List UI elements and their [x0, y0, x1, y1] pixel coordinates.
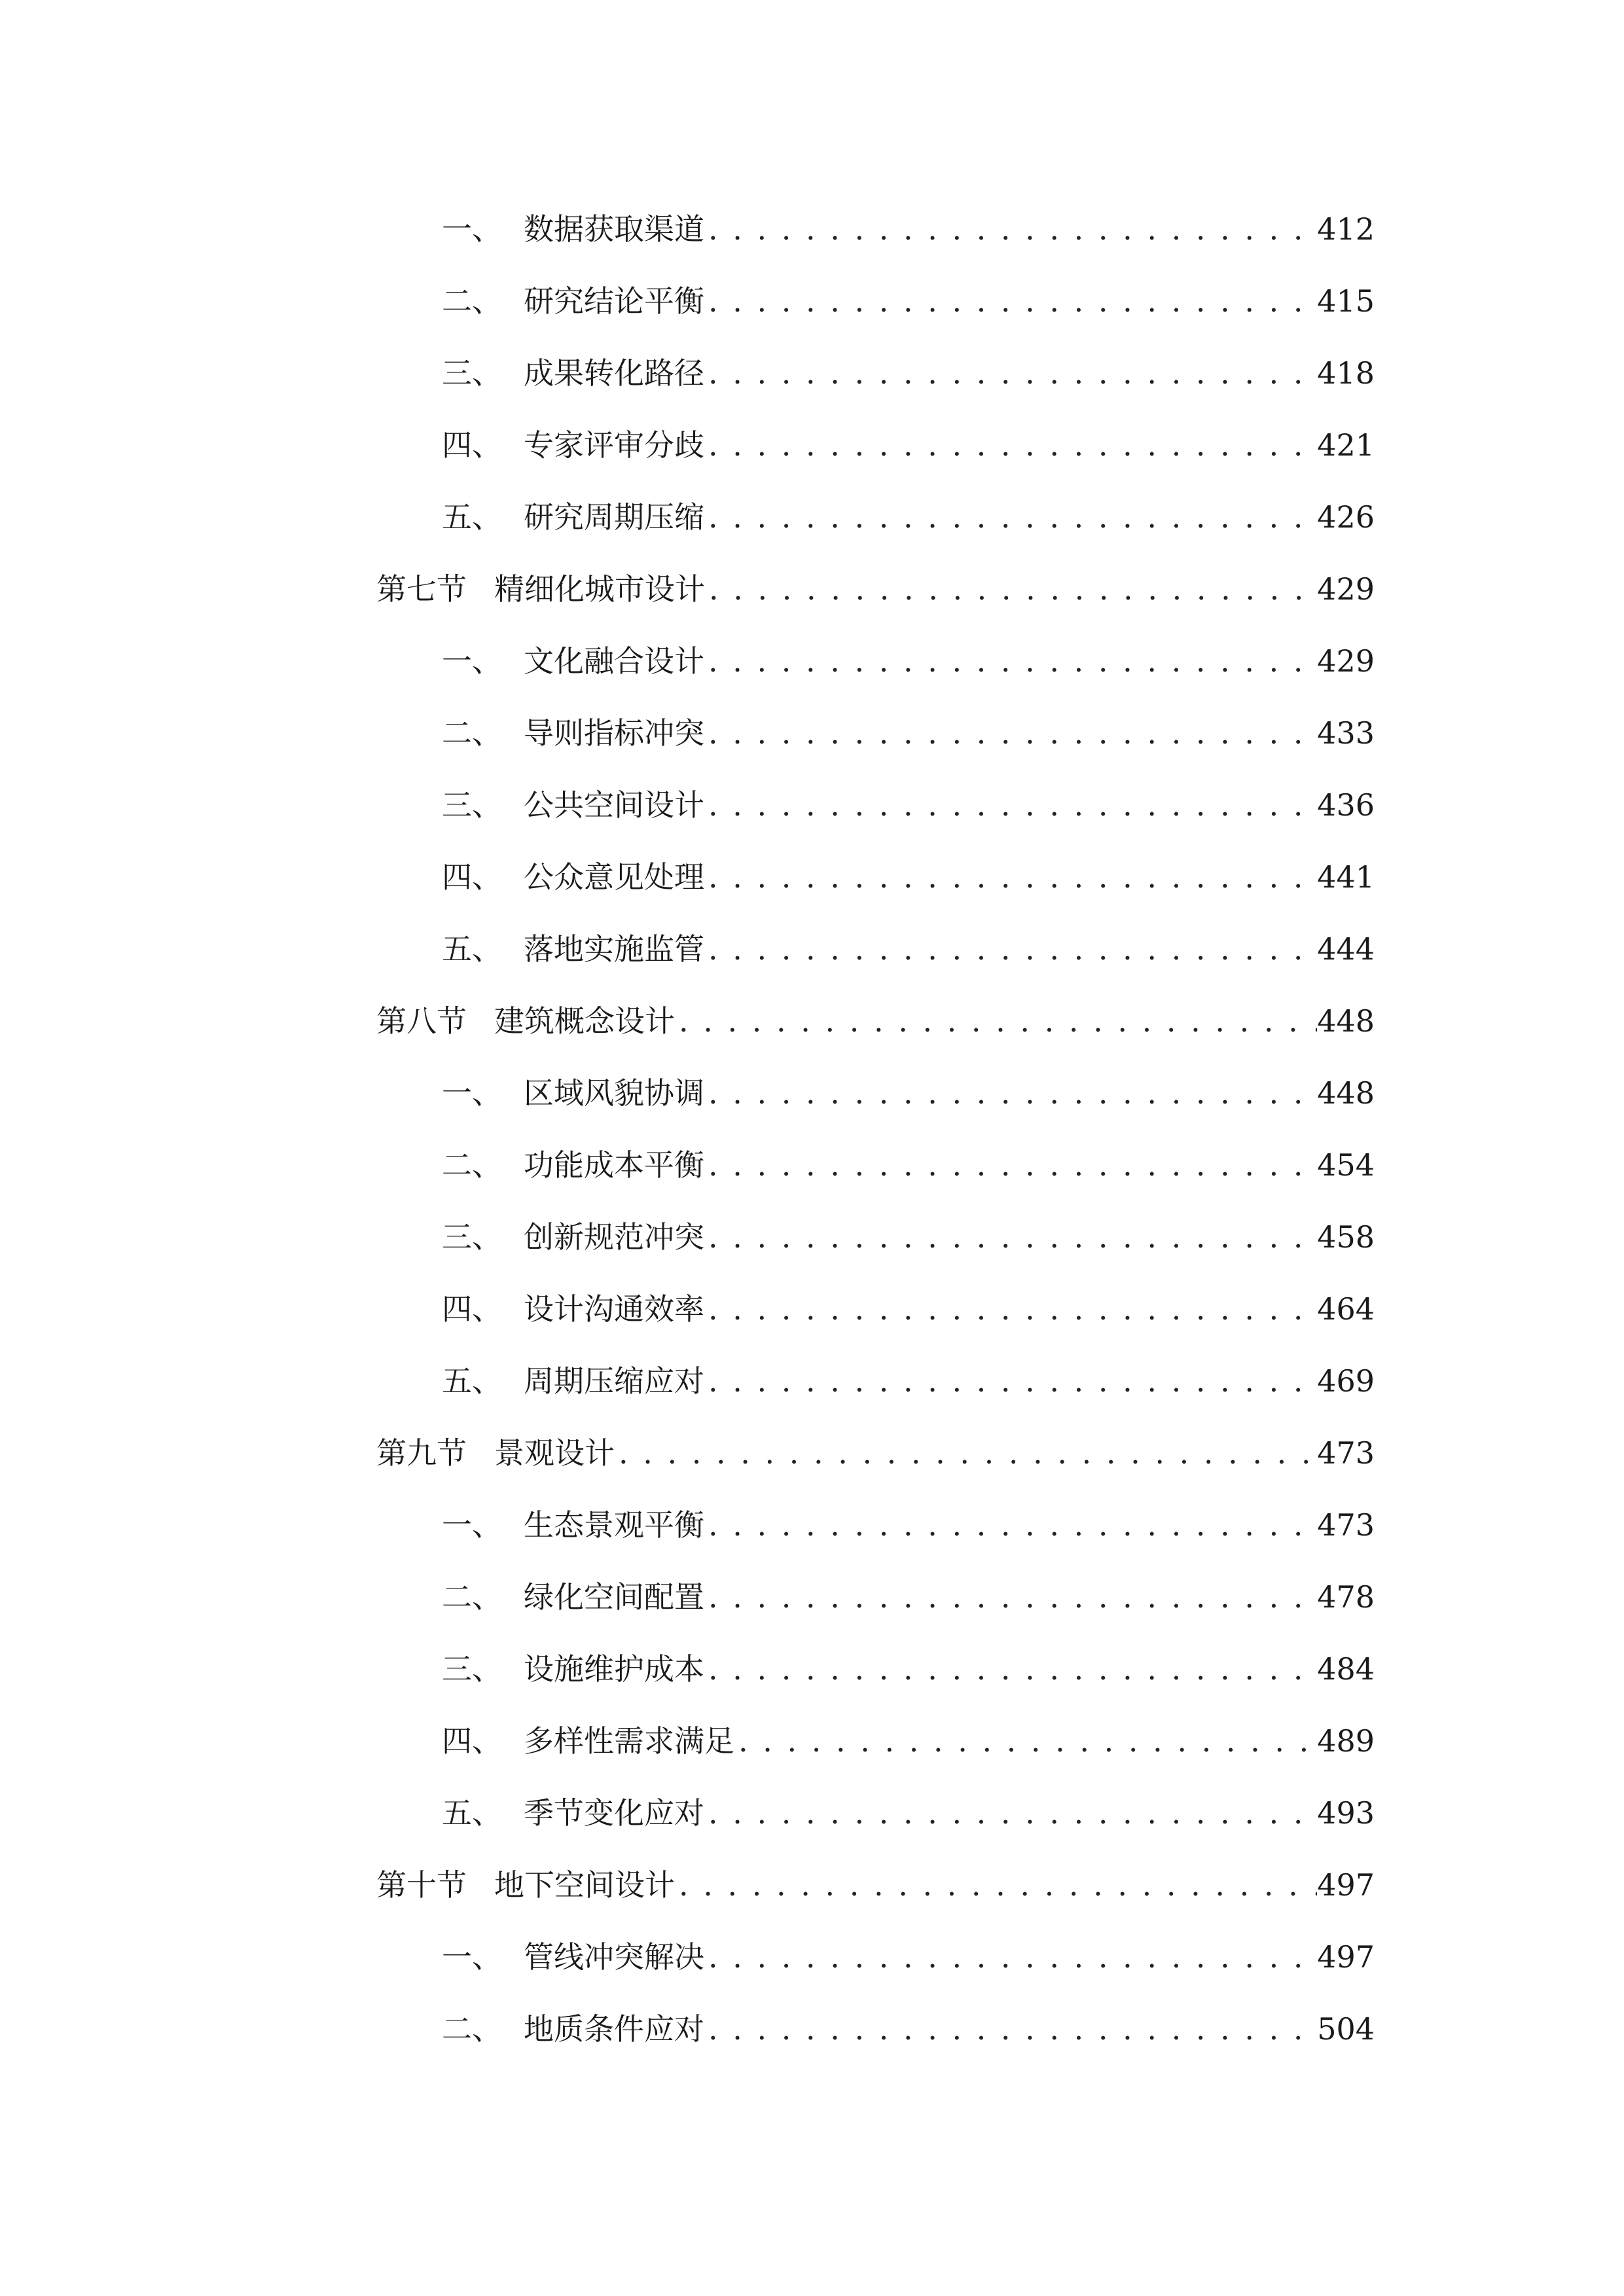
dot-leader [615, 1427, 1317, 1479]
toc-entry[interactable] [442, 1499, 1375, 1551]
toc-entry[interactable] [442, 2003, 1375, 2055]
toc-section-heading[interactable] [376, 1859, 1375, 1911]
toc-entry-number: 三、 [442, 1219, 502, 1255]
toc-entry-number: 三、 [442, 355, 502, 391]
toc-entry-page: 504 [1317, 2011, 1375, 2047]
toc-entry-title: 研究结论平衡 [524, 283, 704, 319]
dot-leader [704, 707, 1317, 759]
dot-leader [704, 1643, 1317, 1695]
dot-leader [704, 1283, 1317, 1335]
toc-entry-number: 二、 [442, 2011, 502, 2047]
toc-entry-page: 426 [1317, 499, 1375, 535]
toc-entry[interactable] [442, 635, 1375, 687]
toc-entry-number: 一、 [442, 643, 502, 679]
toc-entry-page: 448 [1317, 1075, 1375, 1111]
toc-entry[interactable] [442, 1283, 1375, 1335]
toc-entry-title: 公共空间设计 [524, 787, 704, 823]
toc-entry-number: 二、 [442, 715, 502, 751]
dot-leader [704, 923, 1317, 975]
toc-entry-title: 地质条件应对 [524, 2011, 704, 2047]
dot-leader [675, 1859, 1317, 1911]
toc-entry-title: 导则指标冲突 [524, 715, 704, 751]
dot-leader [704, 1931, 1317, 1983]
toc-entry-number: 二、 [442, 1579, 502, 1615]
toc-entry-number: 一、 [442, 1939, 502, 1975]
toc-entry-number: 一、 [442, 1075, 502, 1111]
toc-entry-title: 周期压缩应对 [524, 1363, 704, 1399]
dot-leader [704, 275, 1317, 327]
toc-entry[interactable] [442, 1715, 1375, 1767]
toc-entry-page: 489 [1317, 1723, 1375, 1759]
toc-entry-page: 497 [1317, 1939, 1375, 1975]
toc-entry-number: 三、 [442, 1651, 502, 1687]
toc-entry-number: 五、 [442, 1363, 502, 1399]
toc-entry-title: 绿化空间配置 [524, 1579, 704, 1615]
toc-entry-title: 公众意见处理 [524, 859, 704, 895]
toc-entry-number: 五、 [442, 499, 502, 535]
toc-entry-page: 429 [1317, 643, 1375, 679]
dot-leader [704, 1067, 1317, 1119]
toc-entry-page: 436 [1317, 787, 1375, 823]
dot-leader [704, 419, 1317, 471]
toc-entry-title: 设计沟通效率 [524, 1291, 704, 1327]
dot-leader [704, 2003, 1317, 2055]
toc-section-title: 地下空间设计 [494, 1867, 675, 1903]
toc-entry-number: 四、 [442, 859, 502, 895]
toc-entry-page: 448 [1317, 1003, 1375, 1039]
toc-entry-page: 458 [1317, 1219, 1375, 1255]
toc-section-title: 建筑概念设计 [494, 1003, 675, 1039]
toc-entry-page: 444 [1317, 931, 1375, 967]
toc-entry[interactable] [442, 1643, 1375, 1695]
toc-section-number: 第九节 [376, 1435, 467, 1471]
toc-section-title: 精细化城市设计 [494, 571, 705, 607]
toc-entry[interactable] [442, 1571, 1375, 1623]
toc-entry-title: 数据获取渠道 [524, 211, 704, 247]
toc-entry-number: 三、 [442, 787, 502, 823]
toc-entry[interactable] [442, 275, 1375, 327]
toc-entry[interactable] [442, 1355, 1375, 1407]
toc-section-heading[interactable] [376, 1427, 1375, 1479]
toc-entry[interactable] [442, 779, 1375, 831]
toc-section-heading[interactable] [376, 563, 1375, 615]
dot-leader [704, 1139, 1317, 1191]
toc-entry-page: 473 [1317, 1435, 1375, 1471]
toc-entry-title: 季节变化应对 [524, 1795, 704, 1831]
toc-entry[interactable] [442, 419, 1375, 471]
toc-section-number: 第十节 [376, 1867, 467, 1903]
toc-entry[interactable] [442, 1139, 1375, 1191]
toc-entry-page: 433 [1317, 715, 1375, 751]
toc-entry[interactable] [442, 491, 1375, 543]
toc-entry[interactable] [442, 1211, 1375, 1263]
dot-leader [704, 347, 1317, 399]
toc-entry-page: 469 [1317, 1363, 1375, 1399]
toc-entry-title: 落地实施监管 [524, 931, 704, 967]
toc-entry[interactable] [442, 923, 1375, 975]
dot-leader [704, 1211, 1317, 1263]
toc-entry-title: 功能成本平衡 [524, 1147, 704, 1183]
toc-entry-page: 473 [1317, 1507, 1375, 1543]
toc-entry-title: 设施维护成本 [524, 1651, 704, 1687]
toc-entry[interactable] [442, 1067, 1375, 1119]
toc-entry-number: 一、 [442, 211, 502, 247]
toc-entry-title: 创新规范冲突 [524, 1219, 704, 1255]
toc-entry[interactable] [442, 1931, 1375, 1983]
toc-entry-page: 415 [1317, 283, 1375, 319]
toc-entry[interactable] [442, 203, 1375, 255]
toc-entry-page: 484 [1317, 1651, 1375, 1687]
toc-entry-title: 研究周期压缩 [524, 499, 704, 535]
toc-entry[interactable] [442, 851, 1375, 903]
toc-entry-page: 493 [1317, 1795, 1375, 1831]
toc-entry-page: 441 [1317, 859, 1375, 895]
toc-entry-title: 专家评审分歧 [524, 427, 704, 463]
toc-entry-page: 429 [1317, 571, 1375, 607]
toc-entry-title: 区域风貌协调 [524, 1075, 704, 1111]
toc-entry-page: 421 [1317, 427, 1375, 463]
toc-entry-number: 二、 [442, 1147, 502, 1183]
toc-section-heading[interactable] [376, 995, 1375, 1047]
toc-entry-title: 文化融合设计 [524, 643, 704, 679]
dot-leader [704, 851, 1317, 903]
toc-entry-page: 464 [1317, 1291, 1375, 1327]
dot-leader [704, 1571, 1317, 1623]
toc-entry[interactable] [442, 707, 1375, 759]
dot-leader [704, 1355, 1317, 1407]
toc-entry-title: 管线冲突解决 [524, 1939, 704, 1975]
dot-leader [704, 1787, 1317, 1839]
dot-leader [704, 203, 1317, 255]
dot-leader [704, 779, 1317, 831]
toc-entry-page: 418 [1317, 355, 1375, 391]
dot-leader [675, 995, 1317, 1047]
toc-entry-page: 497 [1317, 1867, 1375, 1903]
toc-entry-number: 二、 [442, 283, 502, 319]
toc-entry-number: 五、 [442, 931, 502, 967]
toc-entry[interactable] [442, 347, 1375, 399]
dot-leader [704, 635, 1317, 687]
toc-section-number: 第八节 [376, 1003, 467, 1039]
toc-entry-title: 成果转化路径 [524, 355, 704, 391]
dot-leader [704, 491, 1317, 543]
dot-leader [705, 563, 1317, 615]
toc-entry-number: 四、 [442, 1291, 502, 1327]
toc-section-number: 第七节 [376, 571, 467, 607]
dot-leader [734, 1715, 1317, 1767]
toc-entry-page: 478 [1317, 1579, 1375, 1615]
toc-entry-number: 五、 [442, 1795, 502, 1831]
toc-entry-title: 生态景观平衡 [524, 1507, 704, 1543]
toc-section-title: 景观设计 [494, 1435, 615, 1471]
toc-entry-number: 四、 [442, 1723, 502, 1759]
toc-entry[interactable] [442, 1787, 1375, 1839]
dot-leader [704, 1499, 1317, 1551]
toc-entry-number: 一、 [442, 1507, 502, 1543]
toc-entry-number: 四、 [442, 427, 502, 463]
toc-entry-title: 多样性需求满足 [524, 1723, 734, 1759]
toc-entry-page: 454 [1317, 1147, 1375, 1183]
toc-entry-page: 412 [1317, 211, 1375, 247]
